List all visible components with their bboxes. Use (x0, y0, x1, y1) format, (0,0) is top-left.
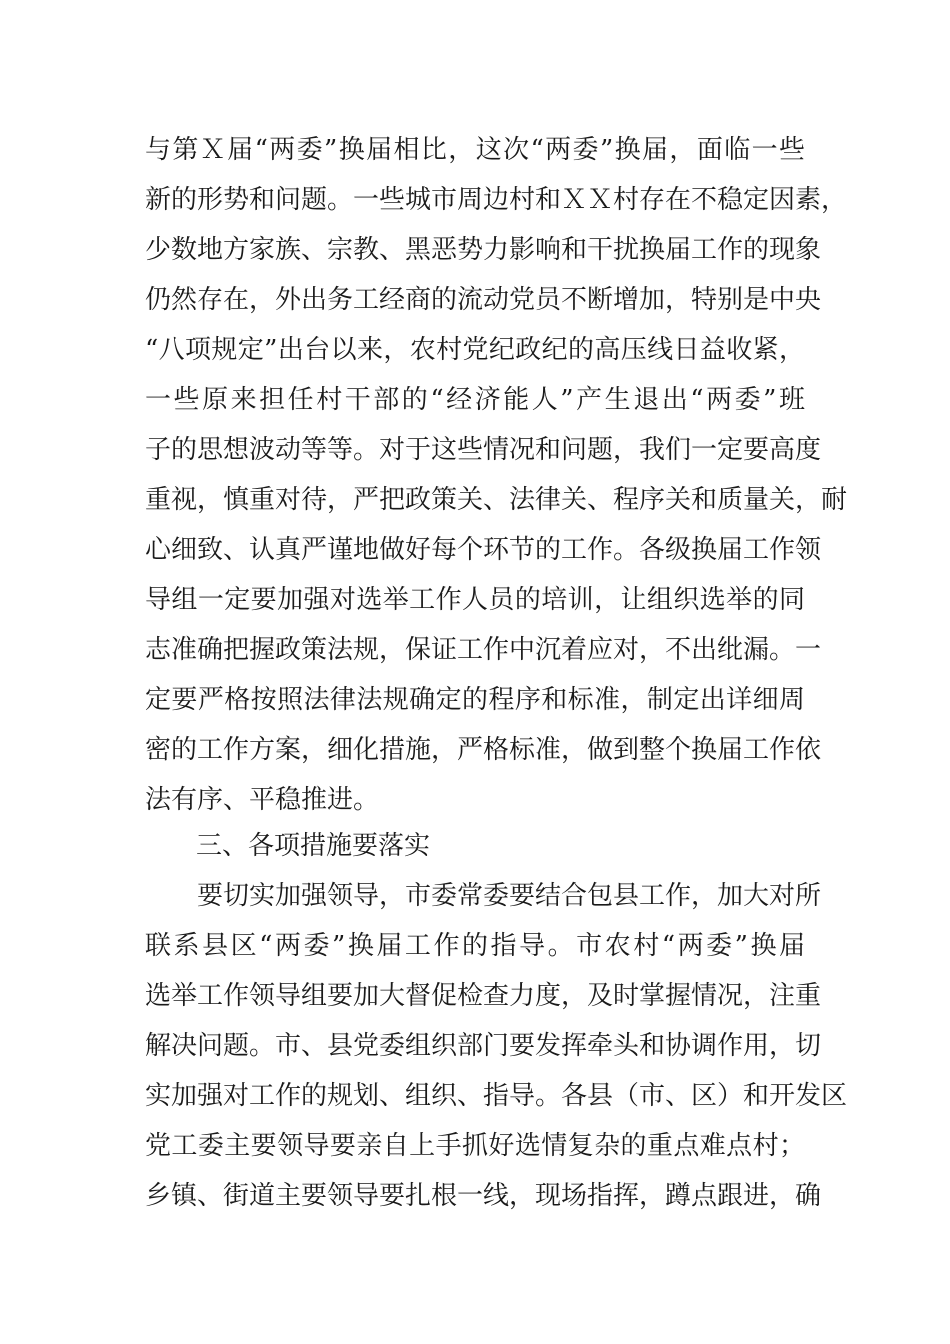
paragraph-line: 法有序、平稳推进。 (145, 785, 380, 815)
paragraph-line: 少数地方家族、宗教、黑恶势力影响和干扰换届工作的现象 (145, 235, 822, 265)
paragraph-line: 实加强对工作的规划、组织、指导。各县（市、区）和开发区 (145, 1081, 848, 1111)
paragraph-line: 联系县区“两委”换届工作的指导。市农村“两委”换届 (145, 931, 805, 961)
paragraph-line: 新的形势和问题。一些城市周边村和ＸＸ村存在不稳定因素， (145, 185, 848, 215)
paragraph-line: 仍然存在，外出务工经商的流动党员不断增加，特别是中央 (145, 285, 822, 315)
paragraph-line: 党工委主要领导要亲自上手抓好选情复杂的重点难点村； (145, 1131, 805, 1161)
paragraph-line: 与第Ｘ届“两委”换届相比，这次“两委”换届，面临一些 (145, 135, 805, 165)
paragraph-line: 密的工作方案，细化措施，严格标准，做到整个换届工作依 (145, 735, 822, 765)
paragraph-line: 子的思想波动等等。对于这些情况和问题，我们一定要高度 (145, 435, 822, 465)
paragraph-line: 乡镇、街道主要领导要扎根一线，现场指挥，蹲点跟进，确 (145, 1181, 822, 1211)
paragraph-line: 要切实加强领导，市委常委要结合包县工作，加大对所 (197, 881, 822, 911)
paragraph-line: 解决问题。市、县党委组织部门要发挥牵头和协调作用，切 (145, 1031, 822, 1061)
paragraph-line: 心细致、认真严谨地做好每个环节的工作。各级换届工作领 (145, 535, 822, 565)
section-heading: 三、各项措施要落实 (196, 831, 431, 861)
paragraph-line: 定要严格按照法律法规确定的程序和标准，制定出详细周 (145, 685, 805, 715)
paragraph-line: 选举工作领导组要加大督促检查力度，及时掌握情况，注重 (145, 981, 822, 1011)
paragraph-line: 重视，慎重对待，严把政策关、法律关、程序关和质量关，耐 (145, 485, 848, 515)
paragraph-line: “八项规定”出台以来，农村党纪政纪的高压线日益收紧， (145, 335, 805, 365)
paragraph-line: 志准确把握政策法规，保证工作中沉着应对，不出纰漏。一 (145, 635, 822, 665)
paragraph-line: 导组一定要加强对选举工作人员的培训，让组织选举的同 (145, 585, 805, 615)
paragraph-line: 一些原来担任村干部的“经济能人”产生退出“两委”班 (145, 385, 805, 415)
